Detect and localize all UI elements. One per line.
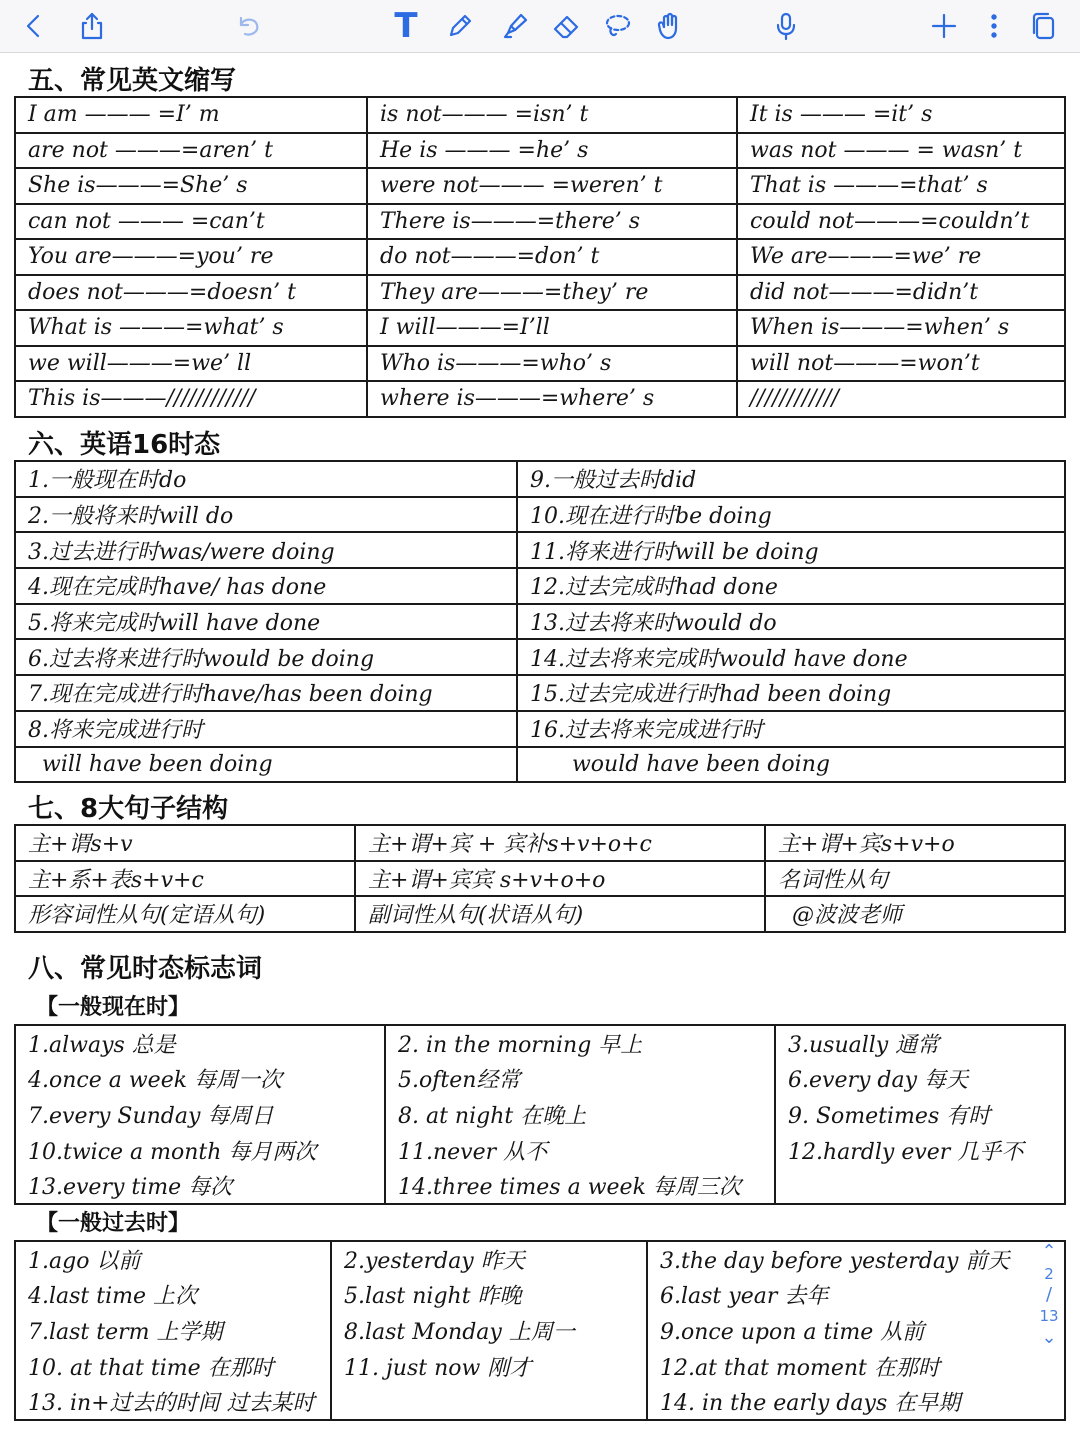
table-cell: 主+系+表s+v+c [15, 861, 355, 897]
table-cell: 2.一般将来时will do [15, 497, 517, 533]
table-cell: was not ——— = wasn’ t [737, 133, 1065, 169]
table-cell: 14.three times a week 每周三次 [385, 1168, 775, 1204]
table-cell: 8.将来完成进行时 [15, 711, 517, 747]
tense-row [15, 675, 1065, 711]
table-cell: @波波老师 [765, 896, 1065, 932]
tense-row [15, 532, 1065, 568]
marker-row [15, 1277, 1065, 1313]
text-tool-icon[interactable]: T [394, 6, 418, 46]
more-icon[interactable] [974, 6, 1014, 46]
page-up-chevron-icon[interactable]: ⌃ [1041, 1241, 1057, 1262]
table-cell: are not ———=aren’ t [15, 133, 367, 169]
highlighter-icon[interactable] [494, 6, 534, 46]
table-cell: 10.twice a month 每月两次 [15, 1132, 385, 1168]
table-cell: 10. at that time 在那时 [15, 1348, 331, 1384]
table-cell: It is ——— =it’ s [737, 97, 1065, 133]
undo-icon[interactable] [228, 6, 268, 46]
microphone-icon[interactable] [766, 6, 806, 46]
table-cell: 主+谓s+v [15, 825, 355, 861]
table-cell: can not ——— =can’t [15, 204, 367, 240]
table-cell [331, 1384, 647, 1420]
table-cell: 12.hardly ever 几乎不 [775, 1132, 1065, 1168]
table-cell: would have been doing [517, 747, 1065, 783]
total-pages-number: 13 [1039, 1307, 1059, 1325]
past-simple-markers-table [14, 1240, 1066, 1421]
table-cell: 8.last Monday 上周一 [331, 1313, 647, 1349]
contraction-row [15, 204, 1065, 240]
table-cell: 主+谓+宾宾 s+v+o+o [355, 861, 765, 897]
contraction-row [15, 275, 1065, 311]
marker-row [15, 1132, 1065, 1168]
sentence-structures-table [14, 824, 1066, 933]
table-cell: When is———=when’ s [737, 310, 1065, 346]
table-cell: Who is———=who’ s [367, 346, 737, 382]
table-cell: 8. at night 在晚上 [385, 1097, 775, 1133]
table-cell: 14. in the early days 在早期 [647, 1384, 1065, 1420]
table-cell: We are———=we’ re [737, 239, 1065, 275]
table-cell: 9.once upon a time 从前 [647, 1313, 1065, 1349]
pages-icon[interactable] [1024, 6, 1064, 46]
table-cell: 副词性从句(状语从句) [355, 896, 765, 932]
table-cell: 6.过去将来进行时would be doing [15, 639, 517, 675]
tense-row [15, 639, 1065, 675]
tense-row [15, 461, 1065, 497]
table-cell: 4.once a week 每周一次 [15, 1061, 385, 1097]
tense-row [15, 497, 1065, 533]
present-simple-markers-table [14, 1024, 1066, 1205]
past-simple-title: 【一般过去时】 [36, 1211, 191, 1236]
table-cell: 名词性从句 [765, 861, 1065, 897]
table-cell: 15.过去完成进行时had been doing [517, 675, 1065, 711]
table-cell: 9. Sometimes 有时 [775, 1097, 1065, 1133]
back-chevron-icon[interactable] [14, 6, 54, 46]
section-title-sentence-structures: 七、8大句子结构 [28, 794, 229, 824]
pen-icon[interactable] [440, 6, 480, 46]
contraction-row [15, 133, 1065, 169]
table-cell: 2.yesterday 昨天 [331, 1241, 647, 1277]
table-cell: He is ——— =he’ s [367, 133, 737, 169]
marker-row [15, 1168, 1065, 1204]
table-cell: 7.last term 上学期 [15, 1313, 331, 1349]
table-cell: 3.过去进行时was/were doing [15, 532, 517, 568]
table-cell: 主+谓+宾s+v+o [765, 825, 1065, 861]
page-down-chevron-icon[interactable]: ⌄ [1041, 1327, 1057, 1348]
table-cell: 4.现在完成时have/ has done [15, 568, 517, 604]
table-cell: 12.at that moment 在那时 [647, 1348, 1065, 1384]
table-cell: 3.usually 通常 [775, 1025, 1065, 1061]
table-cell: is not——— =isn’ t [367, 97, 737, 133]
contraction-row [15, 97, 1065, 133]
table-cell: 主+谓+宾 + 宾补s+v+o+c [355, 825, 765, 861]
tense-row [15, 568, 1065, 604]
contraction-row [15, 346, 1065, 382]
table-cell: She is———=She’ s [15, 168, 367, 204]
hand-icon[interactable] [650, 6, 690, 46]
table-cell: does not———=doesn’ t [15, 275, 367, 311]
add-icon[interactable] [924, 6, 964, 46]
table-cell: could not———=couldn’t [737, 204, 1065, 240]
table-cell: 6.every day 每天 [775, 1061, 1065, 1097]
contraction-row [15, 381, 1065, 417]
marker-row [15, 1384, 1065, 1420]
table-cell: where is———=where’ s [367, 381, 737, 417]
section-title-tenses: 六、英语16时态 [28, 430, 221, 460]
section-title-tense-markers: 八、常见时态标志词 [28, 954, 263, 984]
tense-row [15, 747, 1065, 783]
top-toolbar [0, 0, 1080, 53]
table-cell: 9.一般过去时did [517, 461, 1065, 497]
table-cell: 4.last time 上次 [15, 1277, 331, 1313]
marker-row [15, 1097, 1065, 1133]
table-cell: 6.last year 去年 [647, 1277, 1065, 1313]
table-cell: were not——— =weren’ t [367, 168, 737, 204]
contraction-row [15, 310, 1065, 346]
contractions-table [14, 96, 1066, 418]
table-cell: 13.过去将来时would do [517, 604, 1065, 640]
table-cell: we will———=we’ ll [15, 346, 367, 382]
marker-row [15, 1348, 1065, 1384]
marker-row [15, 1025, 1065, 1061]
table-cell: 3.the day before yesterday 前天 [647, 1241, 1065, 1277]
table-cell: 2. in the morning 早上 [385, 1025, 775, 1061]
marker-row [15, 1313, 1065, 1349]
table-cell: I am ——— =I’ m [15, 97, 367, 133]
eraser-icon[interactable] [546, 6, 586, 46]
current-page-number: 2 [1044, 1265, 1054, 1283]
table-cell: 5.often经常 [385, 1061, 775, 1097]
structure-row [15, 896, 1065, 932]
table-cell: do not———=don’ t [367, 239, 737, 275]
marker-row [15, 1241, 1065, 1277]
table-cell: //////////// [737, 381, 1065, 417]
table-cell: 1.一般现在时do [15, 461, 517, 497]
table-cell: You are———=you’ re [15, 239, 367, 275]
table-cell: 11. just now 刚才 [331, 1348, 647, 1384]
lasso-icon[interactable] [598, 6, 638, 46]
contraction-row [15, 168, 1065, 204]
contraction-row [15, 239, 1065, 275]
structure-row [15, 825, 1065, 861]
structure-row [15, 861, 1065, 897]
table-cell [775, 1168, 1065, 1204]
table-cell: This is———//////////// [15, 381, 367, 417]
table-cell: 10.现在进行时be doing [517, 497, 1065, 533]
table-cell: There is———=there’ s [367, 204, 737, 240]
table-cell: 5.将来完成时will have done [15, 604, 517, 640]
table-cell: 7.现在完成进行时have/has been doing [15, 675, 517, 711]
present-simple-title: 【一般现在时】 [36, 995, 191, 1020]
table-cell: 1.ago 以前 [15, 1241, 331, 1277]
table-cell: 16.过去将来完成进行时 [517, 711, 1065, 747]
table-cell: 1.always 总是 [15, 1025, 385, 1061]
table-cell: 12.过去完成时had done [517, 568, 1065, 604]
table-cell: What is ———=what’ s [15, 310, 367, 346]
share-icon[interactable] [72, 6, 112, 46]
marker-row [15, 1061, 1065, 1097]
tense-row [15, 604, 1065, 640]
table-cell: 11.never 从不 [385, 1132, 775, 1168]
table-cell: 13.every time 每次 [15, 1168, 385, 1204]
tense-row [15, 711, 1065, 747]
table-cell: 13. in+过去的时间 过去某时 [15, 1384, 331, 1420]
table-cell: 5.last night 昨晚 [331, 1277, 647, 1313]
table-cell: will have been doing [15, 747, 517, 783]
table-cell: did not———=didn’t [737, 275, 1065, 311]
table-cell: will not———=won’t [737, 346, 1065, 382]
table-cell: 11.将来进行时will be doing [517, 532, 1065, 568]
section-title-abbreviations: 五、常见英文缩写 [28, 66, 237, 96]
page-indicator[interactable] [1032, 1240, 1066, 1410]
table-cell: That is ———=that’ s [737, 168, 1065, 204]
table-cell: They are———=they’ re [367, 275, 737, 311]
table-cell: 形容词性从句(定语从句) [15, 896, 355, 932]
page-separator: / [1045, 1284, 1053, 1305]
table-cell: I will———=I’ll [367, 310, 737, 346]
table-cell: 7.every Sunday 每周日 [15, 1097, 385, 1133]
table-cell: 14.过去将来完成时would have done [517, 639, 1065, 675]
tenses-table [14, 460, 1066, 783]
